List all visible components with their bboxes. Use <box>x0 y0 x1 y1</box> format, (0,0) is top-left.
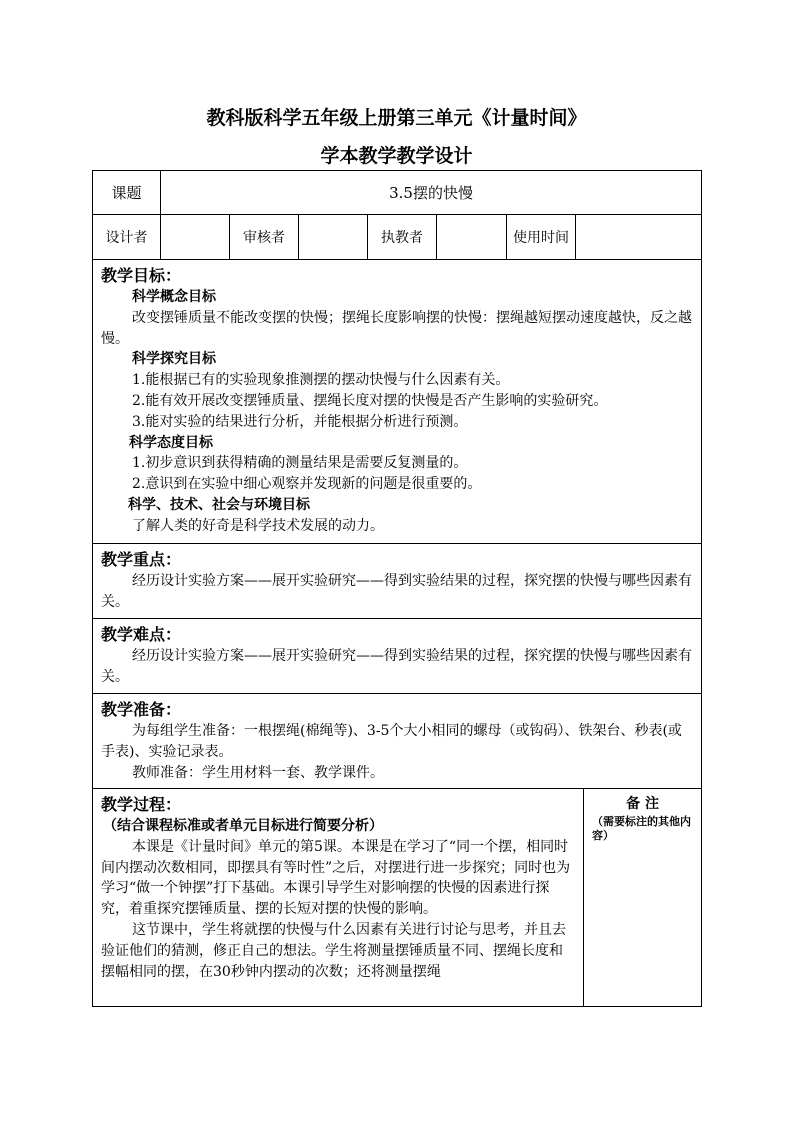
process-subheading: （结合课程标准或者单元目标进行简要分析） <box>103 818 383 834</box>
teacher-label: 执教者 <box>368 215 437 260</box>
goals-row <box>93 260 702 544</box>
difficulties-heading: 教学难点： <box>101 625 182 644</box>
time-value <box>576 215 702 260</box>
goals-section <box>93 260 702 544</box>
time-label: 使用时间 <box>507 215 576 260</box>
prep-row <box>93 694 702 789</box>
sts-heading: 科学、技术、社会与环境目标 <box>128 496 310 513</box>
process-heading: 教学过程： <box>101 795 182 814</box>
goals-heading: 教学目标： <box>101 266 182 285</box>
staff-row <box>93 215 702 260</box>
inquiry-item: 1.能根据已有的实验现象推测摆的摆动快慢与什么因素有关。 <box>132 372 510 389</box>
process-paragraph: 本课是《计量时间》单元的第5课。本课是在学习了“同一个摆，相同时间内摆动次数相同，即摆具有等时性”之后，对摆进行进一步探究；同时也为学习“做一个钟摆”打下基础。本课引导学生对影响摆的快慢的因素进行探究，着重探究摆锤质量、摆的长短对摆的快慢的影响。 <box>101 838 571 918</box>
designer-value <box>161 215 230 260</box>
attitude-item: 2.意识到在实验中细心观察并发现新的问题是很重要的。 <box>132 476 482 493</box>
reviewer-label: 审核者 <box>230 215 299 260</box>
lesson-plan-table <box>92 170 702 1007</box>
topic-value: 3.5摆的快慢 <box>161 171 702 215</box>
inquiry-item: 2.能有效开展改变摆锤质量、摆绳长度对摆的快慢是否产生影响的实验研究。 <box>132 392 608 409</box>
prep-heading: 教学准备： <box>101 700 182 719</box>
key-points-text: 经历设计实验方案——展开实验研究——得到实验结果的过程，探究摆的快慢与哪些因素有关。 <box>101 573 692 610</box>
attitude-item: 1.初步意识到获得精确的测量结果是需要反复测量的。 <box>132 455 468 472</box>
difficulties-section <box>93 619 702 694</box>
difficulties-row <box>93 619 702 694</box>
prep-teacher-text: 教师准备：学生用材料一套、教学课件。 <box>132 764 384 781</box>
key-points-row <box>93 544 702 619</box>
inquiry-heading: 科学探究目标 <box>132 351 216 368</box>
concept-text: 改变摆锤质量不能改变摆的快慢；摆绳长度影响摆的快慢：摆绳越短摆动速度越快，反之越慢。 <box>101 309 692 347</box>
teacher-value <box>437 215 507 260</box>
designer-label: 设计者 <box>93 215 161 260</box>
process-section <box>93 789 584 1007</box>
process-row <box>93 789 702 1007</box>
topic-row <box>93 171 702 215</box>
concept-heading: 科学概念目标 <box>132 289 216 305</box>
prep-section <box>93 694 702 789</box>
key-points-heading: 教学重点： <box>101 550 182 569</box>
difficulties-text: 经历设计实验方案——展开实验研究——得到实验结果的过程，探究摆的快慢与哪些因素有关。 <box>101 648 692 685</box>
reviewer-value <box>299 215 368 260</box>
attitude-heading: 科学态度目标 <box>129 434 213 451</box>
key-points-section <box>93 544 702 619</box>
process-paragraph: 这节课中，学生将就摆的快慢与什么因素有关进行讨论与思考，并且去验证他们的猜测，修正自己的想法。学生将测量摆锤质量不同、摆绳长度和摆幅相同的摆，在30秒钟内摆动的次数；还将测量摆绳 <box>101 921 566 980</box>
notes-heading: 备 注 <box>626 796 659 812</box>
sts-text: 了解人类的好奇是科学技术发展的动力。 <box>132 517 384 534</box>
notes-column <box>584 789 702 1007</box>
inquiry-item: 3.能对实验的结果进行分析，并能根据分析进行预测。 <box>132 413 468 430</box>
document-subtitle: 学本教学教学设计 <box>320 145 473 167</box>
notes-subheading: （需要标注的其他内容） <box>592 815 691 842</box>
topic-label: 课题 <box>93 171 161 215</box>
document-title: 教科版科学五年级上册第三单元《计量时间》 <box>206 107 587 129</box>
prep-student-text: 为每组学生准备：一根摆绳(棉绳等)、3-5个大小相同的螺母（或钩码）、铁架台、秒表(或手表)、实验记录表。 <box>101 723 682 760</box>
